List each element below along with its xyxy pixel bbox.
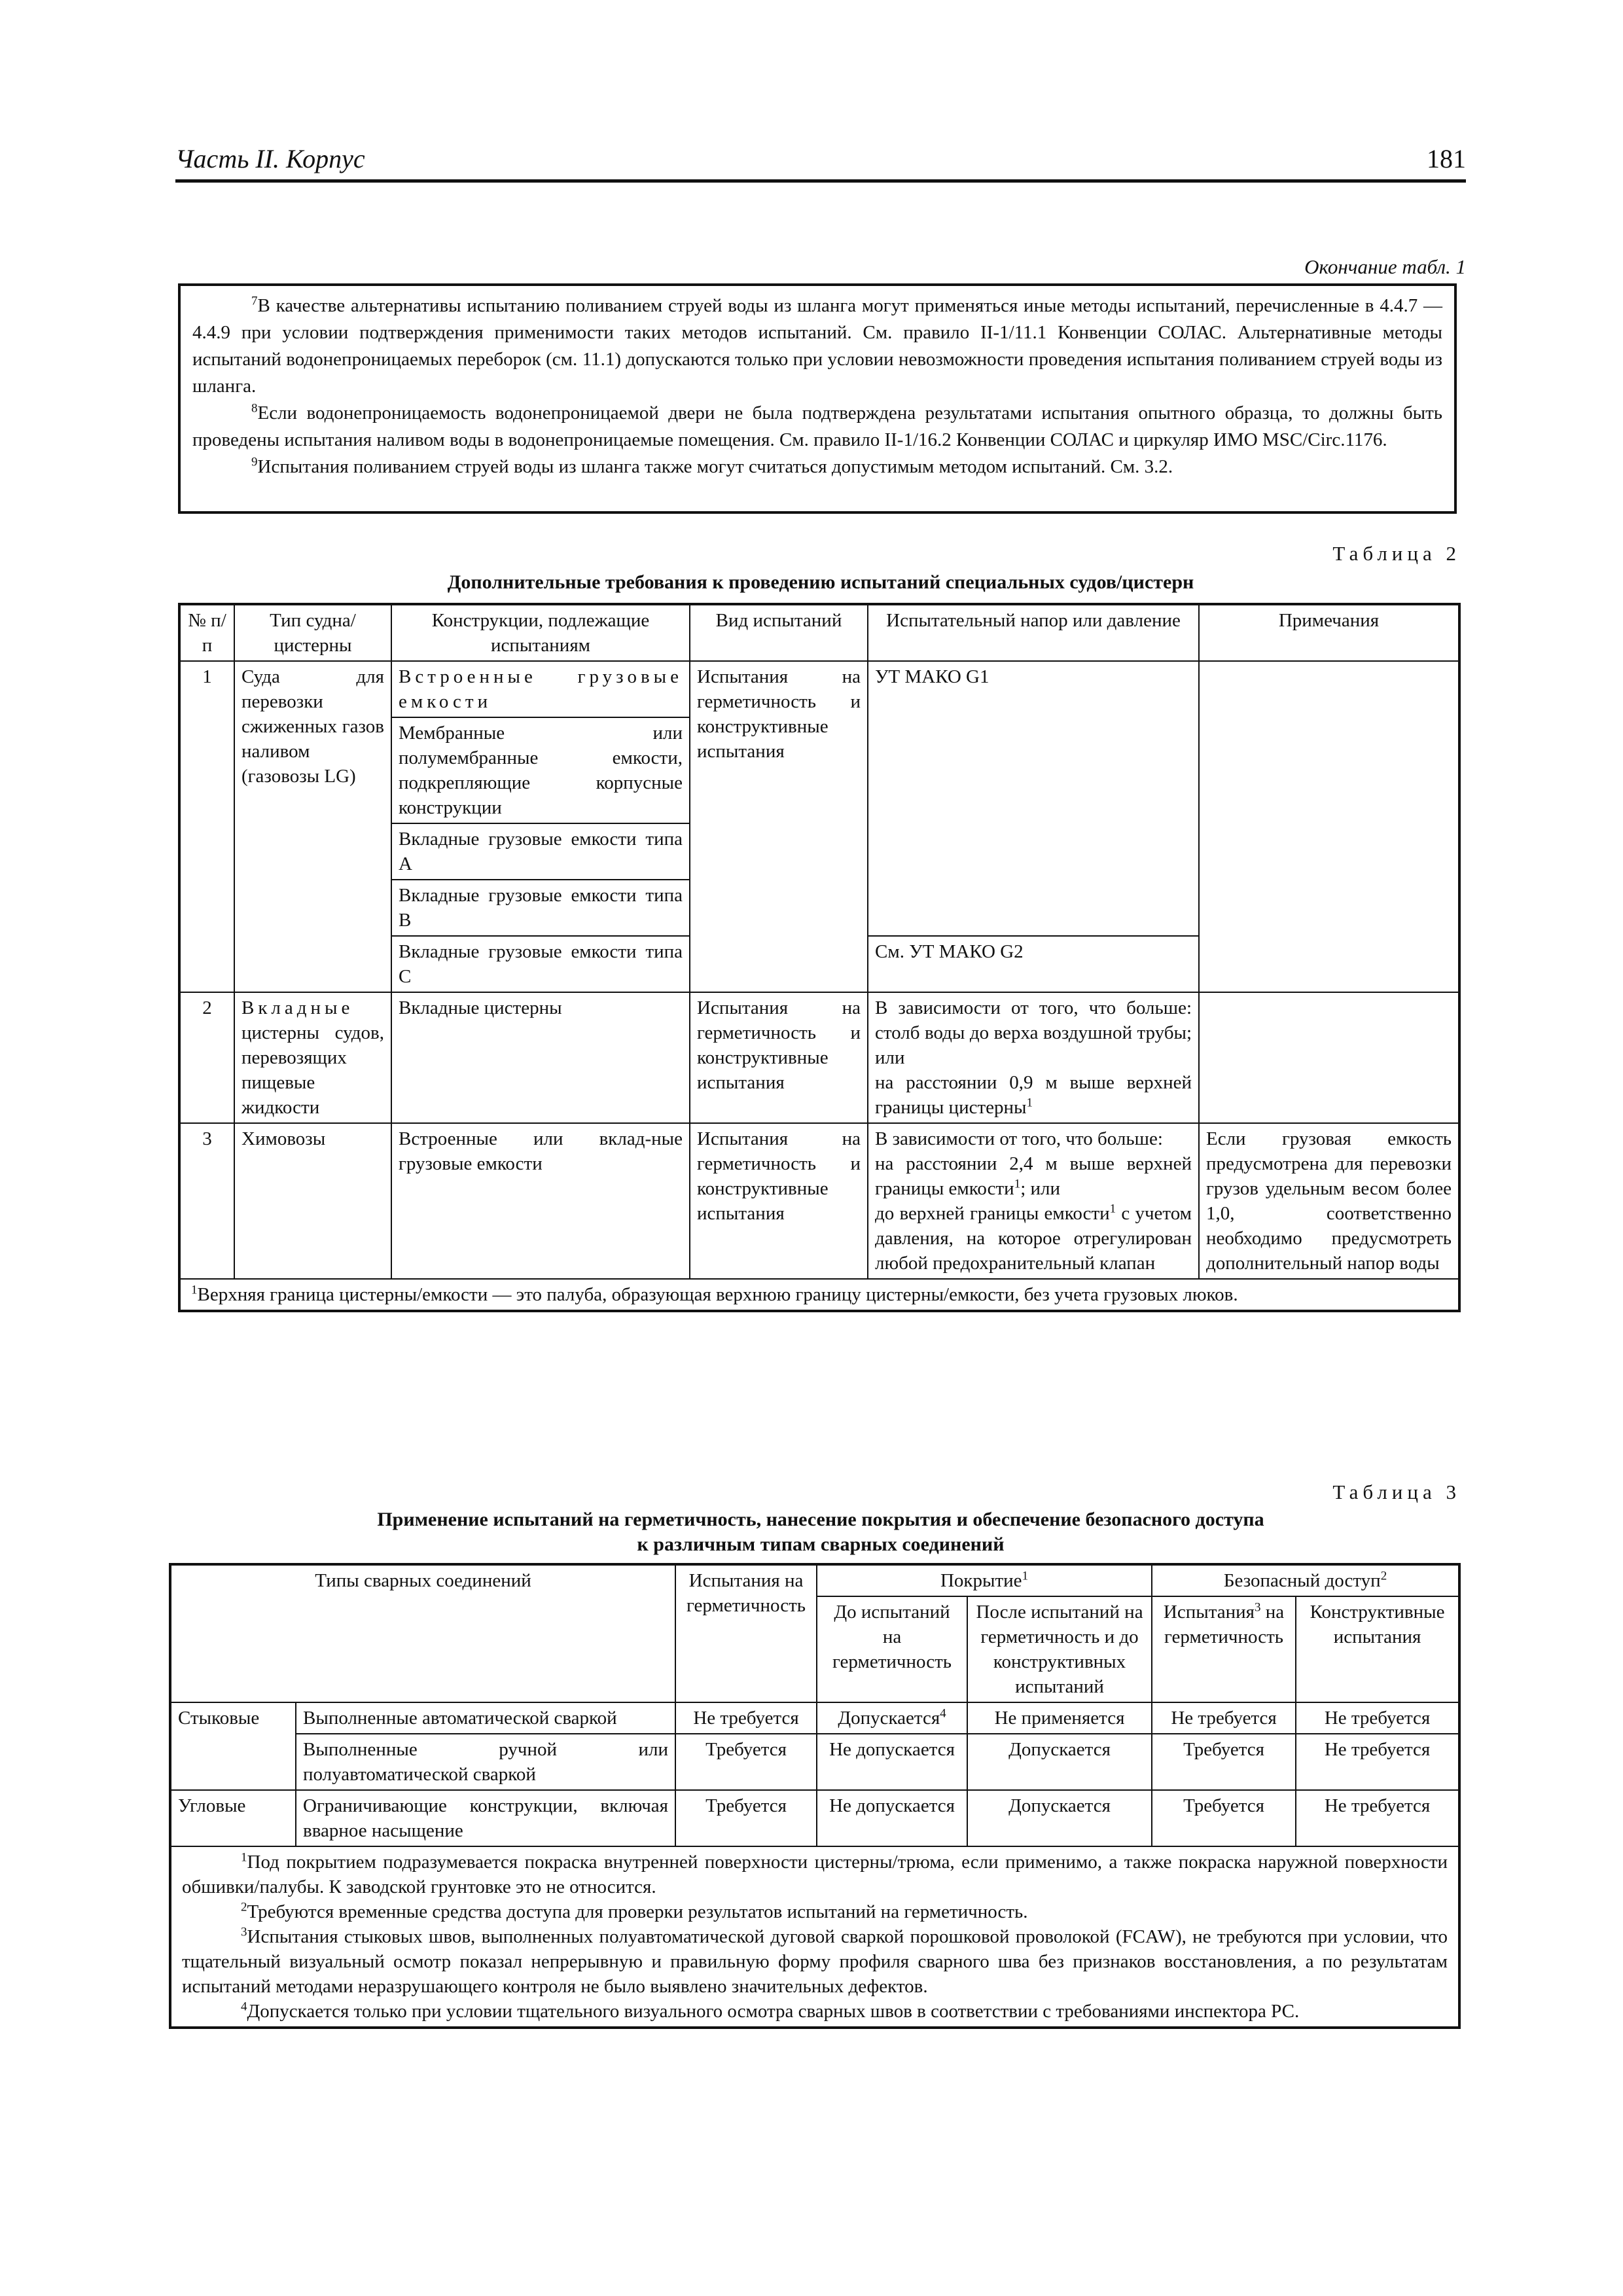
table3-header-row-1 [170,1564,1459,1596]
table2-label: Таблица 2 [1332,542,1461,565]
access-structural-cell: Не требуется [1296,1734,1459,1790]
structure-cell: Вкладные грузовые емкости типа В [391,880,690,936]
col-coating-header: Покрытие$^1$ [817,1564,1152,1596]
coating-before-cell: Не допускается [817,1734,967,1790]
table2-footnote: $^1$Верхняя граница цистерны/емкости — это палуба, образующая верхнюю границу цистерны/емкости, без учета грузовых люков. [179,1279,1459,1311]
col-coating-before-header: До испытаний на герметичность [817,1596,967,1702]
test-head: См. УТ МАКО G2 [868,936,1199,992]
row-number: 3 [179,1123,234,1279]
vessel-type: Химовозы [234,1123,391,1279]
col-tightness-header: Испытания на герметичность [675,1564,817,1702]
structure-cell: Вкладные грузовые емкости типа А [391,823,690,880]
table-row [179,661,1459,717]
vessel-type: Вкладные цистерны судов, перевозящих пищевые жидкости [234,992,391,1123]
structure-cell: Встроенные или вклад-ные грузовые емкости [391,1123,690,1279]
table3 [169,1563,1461,2029]
coating-after-cell: Не применяется [967,1702,1152,1734]
joint-group: Угловые [170,1790,296,1846]
col-type-header: Тип судна/цистерны [234,604,391,661]
structure-cell: Вкладные грузовые емкости типа С [391,936,690,992]
col-coating-after-header: После испытаний на герметичность и до конструктивных испытаний [967,1596,1152,1702]
table3-label: Таблица 3 [1332,1480,1461,1503]
row-number: 2 [179,992,234,1123]
col-test-header: Вид испытаний [690,604,868,661]
test-type: Испытания на герметичность и конструктивные испытания [690,1123,868,1279]
table-row [170,1790,1459,1846]
continuation-label: Окончание табл. 1 [1304,255,1466,278]
col-access-structural-header: Конструктивные испытания [1296,1596,1459,1702]
notes-cell [1199,661,1459,992]
running-header [175,143,1466,183]
structure-cell: Встроенные грузовые емкости [391,661,690,717]
coating-before-cell: Допускается$^4$ [817,1702,967,1734]
table2-header-row [179,604,1459,661]
table3-footnotes [170,1846,1459,2028]
tightness-cell: Требуется [675,1790,817,1846]
test-head: В зависимости от того, что больше: на расстоянии 2,4 м выше верхней границы емкости$^1$; или до верхней границы емкости$^1$ с учетом давления, на которое отрегулирован любой предохранительный клапан [868,1123,1199,1279]
table3-caption-line2: к различным типам сварных соединений [637,1534,1005,1555]
table2-footnote-row [179,1279,1459,1311]
structure-cell: Мембранные или полумембранные емкости, подкрепляющие корпусные конструкции [391,717,690,823]
structure-cell: Вкладные цистерны [391,992,690,1123]
page-number: 181 [1427,144,1466,173]
table-row [179,992,1459,1123]
test-head: В зависимости от того, что больше: столб воды до верха воздушной трубы; или на расстоянии 0,9 м выше верхней границы цистерны$^1$ [868,992,1199,1123]
access-structural-cell: Не требуется [1296,1790,1459,1846]
col-structures-header: Конструкции, подлежащие испытаниям [391,604,690,661]
tightness-cell: Не требуется [675,1702,817,1734]
table2 [178,603,1461,1312]
col-num-header: № п/п [179,604,234,661]
table3-caption-line1: Применение испытаний на герметичность, нанесение покрытия и обеспечение безопасного доступа [377,1509,1264,1530]
access-tightness-cell: Требуется [1152,1734,1296,1790]
vessel-type: Суда для перевозки сжиженных газов наливом (газовозы LG) [234,661,391,992]
joint-description: Выполненные ручной или полуавтоматической сваркой [296,1734,675,1790]
access-structural-cell: Не требуется [1296,1702,1459,1734]
table3-footnote-4: $^4$Допускается только при условии тщательного визуального осмотра сварных швов в соответствии с требованиями инспектора РС. [241,2000,1300,2022]
access-tightness-cell: Не требуется [1152,1702,1296,1734]
col-access-header: Безопасный доступ$^2$ [1152,1564,1459,1596]
footnote-7: $^7$В качестве альтернативы испытанию поливанием струей воды из шланга могут применяться иные методы испытаний, перечисленные в 4.4.7 — 4.4.9 при условии подтверждения применимости таких методов испытаний. См. правило II-1/11.1 Конвенции СОЛАС. Альтернативные методы испытаний водонепроницаемых переборок (см. 11.1) допускаются только при условии невозможности проведения испытания поливанием струей воды из шланга. [192,294,1442,397]
table-row [179,1123,1459,1279]
joint-description: Ограничивающие конструкции, включая вварное насыщение [296,1790,675,1846]
col-head-header: Испытательный напор или давление [868,604,1199,661]
col-notes-header: Примечания [1199,604,1459,661]
notes-cell: Если грузовая емкость предусмотрена для перевозки грузов удельным весом более 1,0, соответственно необходимо предусмотреть дополнительный напор воды [1199,1123,1459,1279]
test-type: Испытания на герметичность и конструктивные испытания [690,992,868,1123]
notes-cell [1199,992,1459,1123]
access-tightness-cell: Требуется [1152,1790,1296,1846]
table1-footnotes-box [178,283,1457,514]
coating-before-cell: Не допускается [817,1790,967,1846]
table-row [170,1734,1459,1790]
coating-after-cell: Допускается [967,1734,1152,1790]
table-row [170,1702,1459,1734]
joint-description: Выполненные автоматической сваркой [296,1702,675,1734]
table2-caption: Дополнительные требования к проведению испытаний специальных судов/цистерн [447,571,1194,593]
table3-footnote-3: $^3$Испытания стыковых швов, выполненных полуавтоматической дуговой сваркой порошковой проволокой (FCAW), не требуются при условии, что тщательный визуальный осмотр показал непрерывную и правильную форму профиля сварного шва без признаков восстановления, а по результатам испытаний методами неразрушающего контроля не было выявлено значительных дефектов. [182,1925,1448,1997]
tightness-cell: Требуется [675,1734,817,1790]
coating-after-cell: Допускается [967,1790,1152,1846]
table3-footnote-1: $^1$Под покрытием подразумевается покраска внутренней поверхности цистерны/трюма, если применимо, а также покраска наружной поверхности обшивки/палубы. К заводской грунтовке это не относится. [182,1850,1448,1897]
test-type: Испытания на герметичность и конструктивные испытания [690,661,868,992]
joint-group: Стыковые [170,1702,296,1790]
col-access-tightness-header: Испытания$^3$ на герметичность [1152,1596,1296,1702]
header-title: Часть II. Корпус [175,144,365,173]
test-head: УТ МАКО G1 [868,661,1199,936]
footnote-8: $^8$Если водонепроницаемость водонепроницаемой двери не была подтверждена результатами испытания опытного образца, то должны быть проведены испытания наливом воды в водонепроницаемые помещения. См. правило II-1/16.2 Конвенции СОЛАС и циркуляр ИМО MSC/Circ.1176. [192,401,1442,450]
col-types-header: Типы сварных соединений [170,1564,675,1702]
table3-footnote-2: $^2$Требуются временные средства доступа для проверки результатов испытаний на герметичность. [241,1900,1028,1922]
footnote-9: $^9$Испытания поливанием струей воды из шланга также могут считаться допустимым методом испытаний. См. 3.2. [251,455,1173,477]
table3-footnotes-row [170,1846,1459,2028]
row-number: 1 [179,661,234,992]
